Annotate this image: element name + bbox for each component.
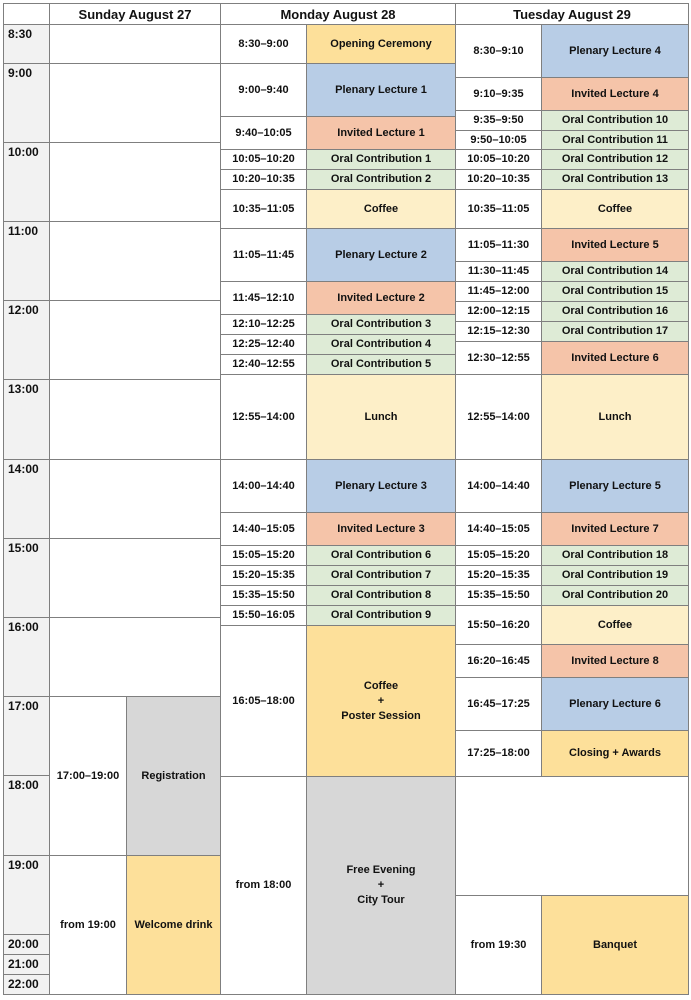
session-time: 11:05–11:30 <box>455 228 542 262</box>
hour-label: 9:00 <box>3 63 50 143</box>
session-time: 15:35–15:50 <box>220 585 307 606</box>
session-title: Coffee + Poster Session <box>306 625 456 777</box>
session-time: 15:20–15:35 <box>455 565 542 586</box>
session-title: Coffee <box>306 189 456 229</box>
session-time: 12:10–12:25 <box>220 314 307 335</box>
session-time: 15:50–16:05 <box>220 605 307 626</box>
session-title: Oral Contribution 8 <box>306 585 456 606</box>
session-title: Registration <box>126 696 221 856</box>
session-time: 10:35–11:05 <box>455 189 542 229</box>
hour-label: 17:00 <box>3 696 50 776</box>
session-time: 12:55–14:00 <box>220 374 307 460</box>
session-time: 12:00–12:15 <box>455 301 542 322</box>
session-title: Oral Contribution 14 <box>541 261 689 282</box>
session-title: Invited Lecture 2 <box>306 281 456 315</box>
session-title: Oral Contribution 6 <box>306 545 456 566</box>
session-title: Oral Contribution 20 <box>541 585 689 606</box>
session-time: 15:20–15:35 <box>220 565 307 586</box>
hour-label: 19:00 <box>3 855 50 935</box>
session-time: 15:35–15:50 <box>455 585 542 606</box>
session-title: Oral Contribution 3 <box>306 314 456 335</box>
session-time: 10:20–10:35 <box>220 169 307 190</box>
session-title: Invited Lecture 6 <box>541 341 689 375</box>
session-title: Oral Contribution 19 <box>541 565 689 586</box>
session-title: Oral Contribution 2 <box>306 169 456 190</box>
session-title: Oral Contribution 4 <box>306 334 456 355</box>
empty-slot <box>49 538 221 618</box>
session-time: 12:25–12:40 <box>220 334 307 355</box>
header-monday: Monday August 28 <box>220 3 456 25</box>
session-title: Banquet <box>541 895 689 995</box>
hour-label: 20:00 <box>3 934 50 955</box>
session-title: Oral Contribution 13 <box>541 169 689 190</box>
header-sunday: Sunday August 27 <box>49 3 221 25</box>
hour-label: 12:00 <box>3 300 50 380</box>
session-title: Plenary Lecture 5 <box>541 459 689 513</box>
header-tuesday: Tuesday August 29 <box>455 3 689 25</box>
session-time: 15:05–15:20 <box>220 545 307 566</box>
empty-slot <box>49 24 221 64</box>
session-time: from 18:00 <box>220 776 307 995</box>
session-time: 11:45–12:00 <box>455 281 542 302</box>
session-time: 15:50–16:20 <box>455 605 542 645</box>
empty-slot <box>49 300 221 380</box>
session-time: 14:00–14:40 <box>220 459 307 513</box>
hour-label: 15:00 <box>3 538 50 618</box>
session-title: Oral Contribution 5 <box>306 354 456 375</box>
session-title: Closing + Awards <box>541 730 689 777</box>
session-title: Free Evening + City Tour <box>306 776 456 995</box>
session-title: Opening Ceremony <box>306 24 456 64</box>
session-time: 9:35–9:50 <box>455 110 542 131</box>
hour-label: 21:00 <box>3 954 50 975</box>
hour-label: 11:00 <box>3 221 50 301</box>
session-time: 9:00–9:40 <box>220 63 307 117</box>
session-time: 10:20–10:35 <box>455 169 542 190</box>
session-title: Plenary Lecture 2 <box>306 228 456 282</box>
hour-label: 8:30 <box>3 24 50 64</box>
hour-label: 22:00 <box>3 974 50 995</box>
session-title: Invited Lecture 1 <box>306 116 456 150</box>
session-time: 9:50–10:05 <box>455 130 542 150</box>
session-title: Plenary Lecture 6 <box>541 677 689 731</box>
session-time: 11:05–11:45 <box>220 228 307 282</box>
session-title: Lunch <box>306 374 456 460</box>
session-time: 8:30–9:00 <box>220 24 307 64</box>
session-title: Coffee <box>541 605 689 645</box>
session-time: 10:35–11:05 <box>220 189 307 229</box>
session-time: from 19:30 <box>455 895 542 995</box>
header-corner <box>3 3 50 25</box>
session-title: Invited Lecture 5 <box>541 228 689 262</box>
session-title: Oral Contribution 17 <box>541 321 689 342</box>
empty-slot <box>49 221 221 301</box>
session-title: Oral Contribution 10 <box>541 110 689 131</box>
session-title: Invited Lecture 3 <box>306 512 456 546</box>
session-time: 14:40–15:05 <box>220 512 307 546</box>
session-title: Invited Lecture 7 <box>541 512 689 546</box>
session-title: Oral Contribution 12 <box>541 149 689 170</box>
session-time: 9:10–9:35 <box>455 77 542 111</box>
session-time: 14:40–15:05 <box>455 512 542 546</box>
session-title: Oral Contribution 16 <box>541 301 689 322</box>
session-title: Coffee <box>541 189 689 229</box>
session-time: 9:40–10:05 <box>220 116 307 150</box>
session-time: 12:30–12:55 <box>455 341 542 375</box>
hour-label: 14:00 <box>3 459 50 539</box>
session-time: 11:45–12:10 <box>220 281 307 315</box>
session-time: 12:15–12:30 <box>455 321 542 342</box>
hour-label: 16:00 <box>3 617 50 697</box>
empty-slot <box>49 459 221 539</box>
session-time: 10:05–10:20 <box>455 149 542 170</box>
session-time: 11:30–11:45 <box>455 261 542 282</box>
empty-slot <box>49 379 221 460</box>
session-time: 16:05–18:00 <box>220 625 307 777</box>
session-title: Oral Contribution 7 <box>306 565 456 586</box>
session-title: Oral Contribution 9 <box>306 605 456 626</box>
session-time: 17:00–19:00 <box>49 696 127 856</box>
session-title: Oral Contribution 15 <box>541 281 689 302</box>
session-time: 8:30–9:10 <box>455 24 542 78</box>
session-time: 12:40–12:55 <box>220 354 307 375</box>
hour-label: 10:00 <box>3 142 50 222</box>
session-time: from 19:00 <box>49 855 127 995</box>
session-title: Invited Lecture 8 <box>541 644 689 678</box>
session-title: Plenary Lecture 1 <box>306 63 456 117</box>
hour-label: 18:00 <box>3 775 50 856</box>
empty-slot <box>455 776 689 896</box>
session-title: Oral Contribution 1 <box>306 149 456 170</box>
session-time: 14:00–14:40 <box>455 459 542 513</box>
session-time: 16:20–16:45 <box>455 644 542 678</box>
session-title: Invited Lecture 4 <box>541 77 689 111</box>
session-title: Lunch <box>541 374 689 460</box>
session-time: 10:05–10:20 <box>220 149 307 170</box>
session-title: Welcome drink <box>126 855 221 995</box>
session-time: 16:45–17:25 <box>455 677 542 731</box>
empty-slot <box>49 63 221 143</box>
empty-slot <box>49 142 221 222</box>
hour-label: 13:00 <box>3 379 50 460</box>
session-title: Plenary Lecture 3 <box>306 459 456 513</box>
session-title: Oral Contribution 18 <box>541 545 689 566</box>
empty-slot <box>49 617 221 697</box>
session-time: 15:05–15:20 <box>455 545 542 566</box>
session-title: Plenary Lecture 4 <box>541 24 689 78</box>
session-time: 17:25–18:00 <box>455 730 542 777</box>
session-title: Oral Contribution 11 <box>541 130 689 150</box>
session-time: 12:55–14:00 <box>455 374 542 460</box>
